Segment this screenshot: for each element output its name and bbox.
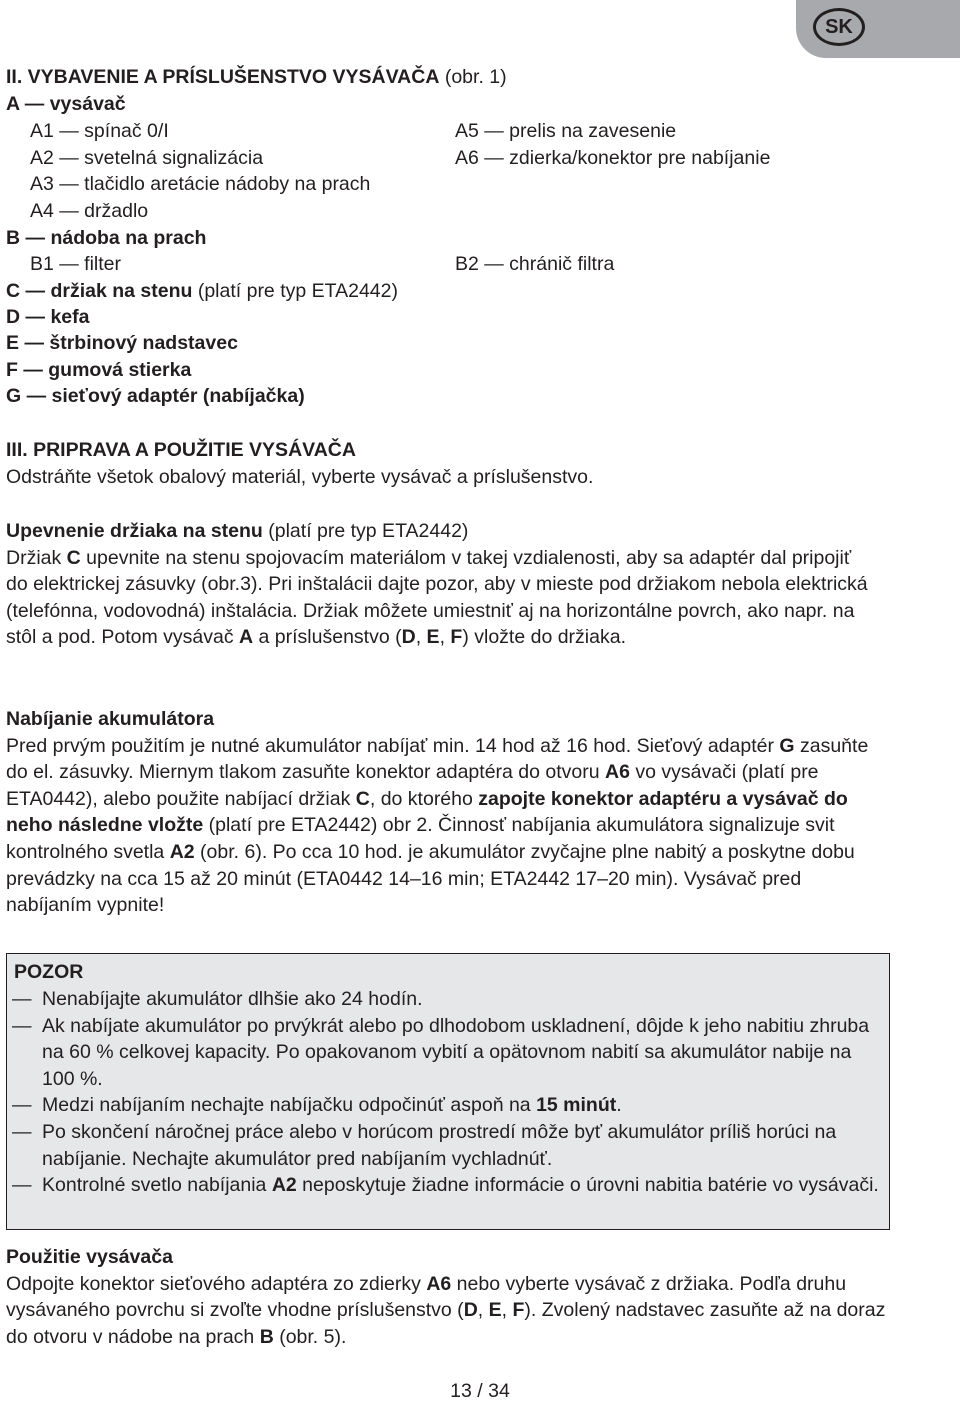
warning-list [12, 986, 888, 1199]
part-b1: B1 — filter [30, 253, 122, 275]
part-a6: A6 — zdierka/konektor pre nabíjanie [455, 147, 771, 169]
language-badge [813, 8, 865, 46]
part-a4: A4 — držadlo [30, 200, 149, 222]
part-e: E — štrbinový nadstavec [6, 332, 238, 354]
part-a: A — vysávač [6, 93, 126, 115]
mounting-heading: Upevnenie držiaka na stenu (platí pre typ ETA2442) [6, 520, 469, 542]
warning-item: — Nenabíjajte akumulátor dlhšie ako 24 hodín. [12, 988, 423, 1010]
preparation-heading: III. PRIPRAVA A POUŽITIE VYSÁVAČA [6, 439, 356, 461]
equipment-heading: II. VYBAVENIE A PRÍSLUŠENSTVO VYSÁVAČA (obr. 1) [6, 66, 507, 88]
charging-text: Pred prvým použitím je nutné akumulátor nabíjať min. 14 hod až 16 hod. Sieťový adaptér G zasuňte do el. zásuvky. Miernym tlakom zasuňte konektor adaptéra do otvoru A6 vo vysávači (platí pre ETA0442), alebo použite nabíjací držiak C, do ktorého zapojte konektor adaptéru a vysávač do neho následne vložte (platí pre ETA2442) obr 2. Činnosť nabíjania akumulátora signalizuje svit kontrolného svetla A2 (obr. 6). Po cca 10 hod. je akumulátor zvyčajne plne nabitý a poskytne dobu prevádzky na cca 15 až 20 minút (ETA0442 14–16 min; ETA2442 17–20 min). Vysávač pred nabíjaním vypnite! [6, 734, 869, 917]
usage-text: Odpojte konektor sieťového adaptéra zo zdierky A6 nebo vyberte vysávač z držiaka. Podľa druhu vysávaného povrchu si zvoľte vhodne príslušenstvo (D, E, F). Zvolený nadstavec zasuňte až na doraz do otvoru v nádobe na prach B (obr. 5). [6, 1272, 886, 1348]
part-c: C — držiak na stenu (platí pre typ ETA2442) [6, 280, 398, 302]
mounting-section [6, 518, 876, 651]
warning-title: POZOR [14, 961, 84, 983]
part-b2: B2 — chránič filtra [455, 253, 615, 275]
part-a2: A2 — svetelná signalizácia [30, 147, 264, 169]
warning-item: — Kontrolné svetlo nabíjania A2 neposkytuje žiadne informácie o úrovni nabitia batérie vo vysávači. [12, 1174, 879, 1197]
part-d: D — kefa [6, 306, 90, 328]
mounting-text: Držiak C upevnite na stenu spojovacím materiálom v takej vzdialenosti, aby sa adaptér dal pripojiť do elektrickej zásuvky (obr.3). Pri inštalácii dajte pozor, aby v mieste pod držiakom nebola elektrická (telefónna, vodovodná) inštalácia. Držiak môžete umiestniť aj na horizontálne povrch, ako napr. na stôl a pod. Potom vysávač A a príslušenstvo (D, E, F) vložte do držiaka. [6, 546, 868, 649]
warning-item: — Po skončení náročnej práce alebo v horúcom prostredí môže byť akumulátor príliš horúci na nabíjanie. Nechajte akumulátor pred nabíjaním vychladnúť. [12, 1120, 837, 1170]
part-a5: A5 — prelis na zavesenie [455, 120, 677, 142]
warning-item: — Ak nabíjate akumulátor po prvýkrát alebo po dlhodobom uskladnení, dôjde k jeho nabitiu zhruba na 60 % celkovej kapacity. Po opakovanom vybití a opätovnom nabití sa akumulátor nabije na 100 %. [12, 1014, 870, 1090]
charging-heading: Nabíjanie akumulátora [6, 708, 215, 730]
part-f: F — gumová stierka [6, 359, 192, 381]
page-number: 13 / 34 [450, 1380, 510, 1402]
language-badge-label: SK [825, 15, 853, 38]
usage-section [6, 1244, 891, 1350]
preparation-intro: Odstráňte všetok obalový materiál, vyberte vysávač a príslušenstvo. [6, 466, 594, 488]
warning-item: — Medzi nabíjaním nechajte nabíjačku odpočinúť aspoň na 15 minút. [12, 1094, 622, 1117]
part-g: G — sieťový adaptér (nabíjačka) [6, 385, 305, 407]
part-b: B — nádoba na prach [6, 227, 207, 249]
part-a1: A1 — spínač 0/I [30, 120, 169, 142]
usage-heading: Použitie vysávača [6, 1246, 173, 1268]
part-a3: A3 — tlačidlo aretácie nádoby na prach [30, 173, 371, 195]
charging-section [6, 706, 886, 919]
